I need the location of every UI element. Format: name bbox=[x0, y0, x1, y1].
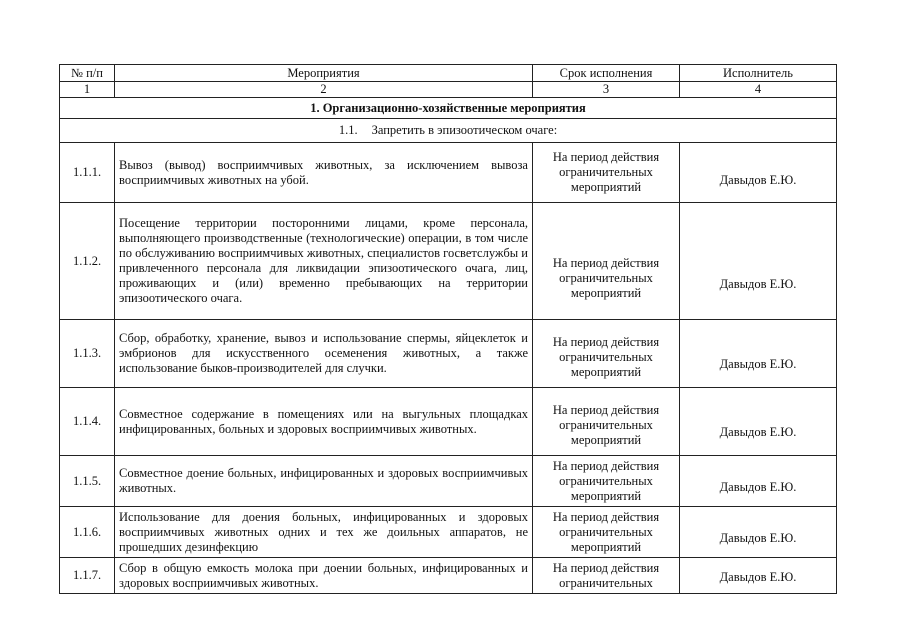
row-executor: Давыдов Е.Ю. bbox=[680, 388, 837, 456]
row-executor: Давыдов Е.Ю. bbox=[680, 203, 837, 320]
table-row bbox=[60, 203, 837, 320]
row-term: На период действия ограничительных мероприятий bbox=[533, 456, 680, 507]
row-number: 1.1.3. bbox=[60, 320, 115, 388]
row-activity: Совместное доение больных, инфицированных и здоровых восприимчивых животных. bbox=[115, 456, 533, 507]
row-activity: Сбор, обработку, хранение, вывоз и использование спермы, яйцеклеток и эмбрионов для искусственного осеменения животных, а также использование быков-производителей для случки. bbox=[115, 320, 533, 388]
subsection-cell bbox=[60, 119, 837, 143]
table-row bbox=[60, 143, 837, 203]
header-executor: Исполнитель bbox=[680, 65, 837, 82]
row-term: На период действия ограничительных мероприятий bbox=[533, 388, 680, 456]
section-title: 1. Организационно-хозяйственные мероприятия bbox=[60, 98, 837, 119]
row-term: На период действия ограничительных bbox=[533, 558, 680, 594]
table-row bbox=[60, 456, 837, 507]
section-row bbox=[60, 98, 837, 119]
row-term: На период действия ограничительных мероприятий bbox=[533, 203, 680, 320]
row-number: 1.1.7. bbox=[60, 558, 115, 594]
table-row bbox=[60, 558, 837, 594]
row-number: 1.1.2. bbox=[60, 203, 115, 320]
column-index-row bbox=[60, 82, 837, 98]
subsection-row bbox=[60, 119, 837, 143]
row-number: 1.1.1. bbox=[60, 143, 115, 203]
row-executor: Давыдов Е.Ю. bbox=[680, 558, 837, 594]
row-activity: Совместное содержание в помещениях или на выгульных площадках инфицированных, больных и здоровых восприимчивых животных. bbox=[115, 388, 533, 456]
row-executor: Давыдов Е.Ю. bbox=[680, 143, 837, 203]
row-number: 1.1.5. bbox=[60, 456, 115, 507]
header-activity: Мероприятия bbox=[115, 65, 533, 82]
row-number: 1.1.6. bbox=[60, 507, 115, 558]
subsection-number: 1.1. bbox=[338, 123, 358, 137]
row-number: 1.1.4. bbox=[60, 388, 115, 456]
row-term: На период действия ограничительных мероприятий bbox=[533, 507, 680, 558]
row-activity: Посещение территории посторонними лицами, кроме персонала, выполняющего производственные (технологические) операции, в том числе по обслуживанию восприимчивых животных, специалистов госветслужбы и привлеченного персонала для ликвидации эпизоотического очага, лиц, проживающих и (или) временно пребывающих на территории эпизоотического очага. bbox=[115, 203, 533, 320]
row-activity: Использование для доения больных, инфицированных и здоровых восприимчивых животных одних и тех же доильных аппаратов, не прошедших дезинфекцию bbox=[115, 507, 533, 558]
header-term: Срок исполнения bbox=[533, 65, 680, 82]
measures-table bbox=[59, 64, 837, 594]
table-row bbox=[60, 507, 837, 558]
table-header-row bbox=[60, 65, 837, 82]
table-row bbox=[60, 320, 837, 388]
row-executor: Давыдов Е.Ю. bbox=[680, 507, 837, 558]
row-activity: Сбор в общую емкость молока при доении больных, инфицированных и здоровых восприимчивых животных. bbox=[115, 558, 533, 594]
column-index: 4 bbox=[680, 82, 837, 98]
row-executor: Давыдов Е.Ю. bbox=[680, 456, 837, 507]
column-index: 1 bbox=[60, 82, 115, 98]
header-num: № п/п bbox=[60, 65, 115, 82]
row-activity: Вывоз (вывод) восприимчивых животных, за исключением вывоза восприимчивых животных на убой. bbox=[115, 143, 533, 203]
column-index: 3 bbox=[533, 82, 680, 98]
row-executor: Давыдов Е.Ю. bbox=[680, 320, 837, 388]
column-index: 2 bbox=[115, 82, 533, 98]
table-row bbox=[60, 388, 837, 456]
row-term: На период действия ограничительных мероприятий bbox=[533, 320, 680, 388]
subsection-title: Запретить в эпизоотическом очаге: bbox=[371, 123, 558, 137]
row-term: На период действия ограничительных мероприятий bbox=[533, 143, 680, 203]
